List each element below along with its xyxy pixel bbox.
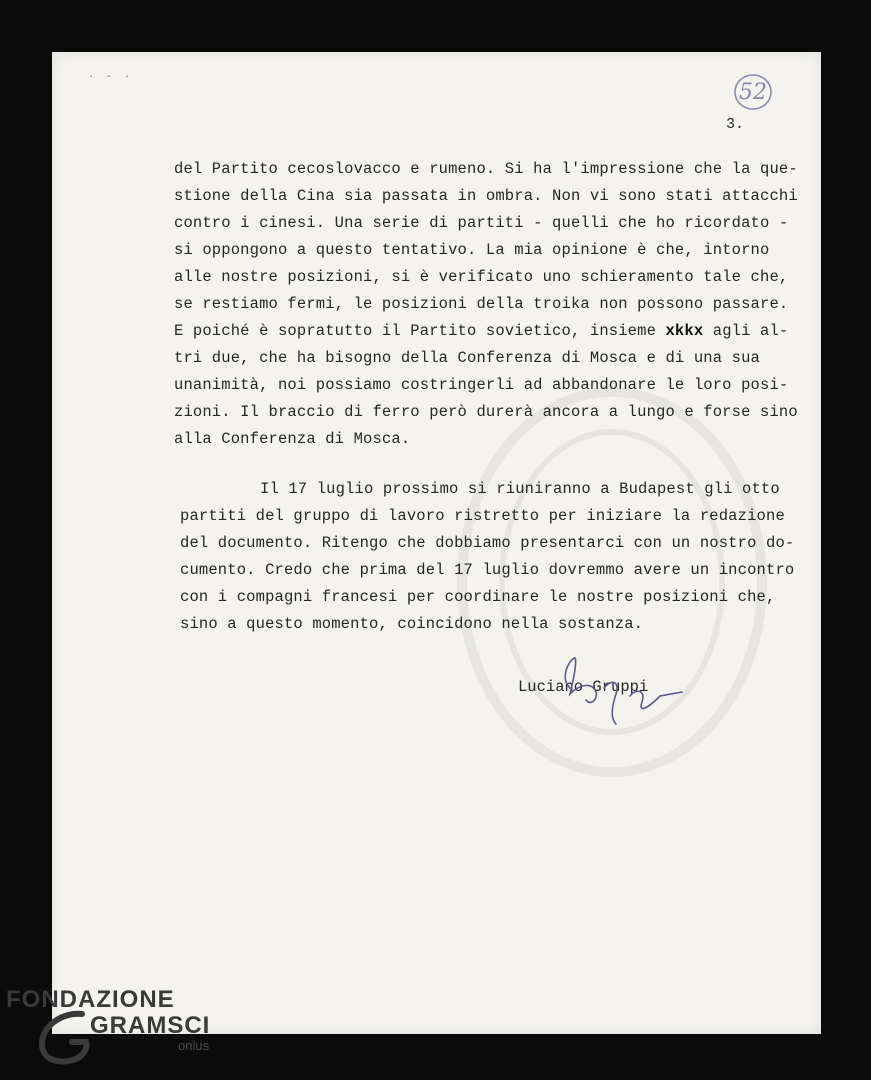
body-line-6: se restiamo fermi, le posizioni della troika non possono passare. [174, 295, 789, 313]
body-line-1: del Partito cecoslovacco e rumeno. Si ha l'impressione che la que- [174, 160, 798, 178]
archive-number-text: 52 [739, 80, 767, 105]
body-line-15: cumento. Credo che prima del 17 luglio dovremmo avere un incontro [180, 561, 795, 579]
body-line-7-start: E poiché è sopratutto il Partito sovietico, insieme [174, 322, 666, 340]
body-line-14: del documento. Ritengo che dobbiamo presentarci con un nostro do- [180, 534, 795, 552]
logo-line-2: GRAMSCI [90, 1012, 211, 1039]
body-line-9: unanimità, noi possiamo costringerli ad abbandonare le loro posi- [174, 376, 789, 394]
archive-number-stamp [732, 72, 774, 112]
fondazione-gramsci-logo [4, 986, 224, 1076]
signature-name: Luciano Gruppi [518, 678, 649, 696]
body-line-8: tri due, che ha bisogno della Conferenza di Mosca e di una sua [174, 349, 760, 367]
body-line-13: partiti del gruppo di lavoro ristretto per iniziare la redazione [180, 507, 785, 525]
body-line-2: stione della Cina sia passata in ombra. Non vi sono stati attacchi [174, 187, 798, 205]
body-line-12: Il 17 luglio prossimo si riuniranno a Budapest gli otto [260, 480, 780, 498]
document-page [52, 52, 821, 1034]
logo-onlus: onlus [178, 1038, 210, 1053]
handwritten-signature [550, 648, 700, 728]
body-line-4: si oppongono a questo tentativo. La mia opinione è che, intorno [174, 241, 770, 259]
body-line-5: alle nostre posizioni, si è verificato uno schieramento tale che, [174, 268, 789, 286]
body-line-10: zioni. Il braccio di ferro però durerà ancora a lungo e forse sino [174, 403, 798, 421]
watermark-seal [432, 372, 792, 792]
body-line-16: con i compagni francesi per coordinare le nostre posizioni che, [180, 588, 776, 606]
corner-marks: · - · [88, 72, 134, 83]
struck-out-word: xkkx [665, 322, 704, 340]
body-line-11: alla Conferenza di Mosca. [174, 430, 411, 448]
body-line-7-tail: agli al- [703, 322, 789, 340]
body-line-3: contro i cinesi. Una serie di partiti - quelli che ho ricordato - [174, 214, 789, 232]
logo-line-1: FONDAZIONE [6, 986, 175, 1013]
body-line-7 [174, 322, 788, 340]
page-number: 3. [726, 116, 745, 133]
body-line-17: sino a questo momento, coincidono nella sostanza. [180, 615, 644, 633]
